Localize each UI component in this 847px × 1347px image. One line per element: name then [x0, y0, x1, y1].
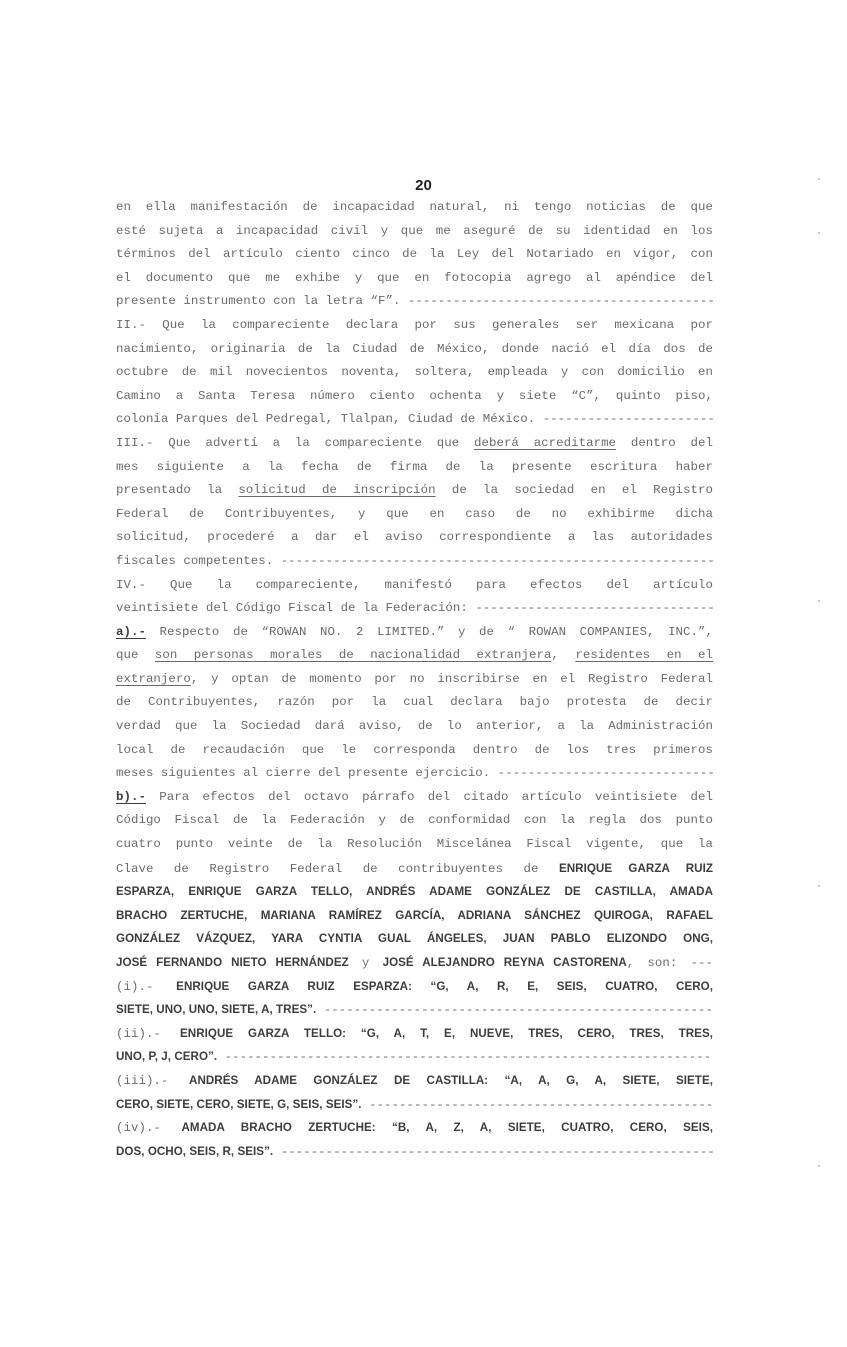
text-line [116, 550, 713, 574]
bold-name: BRACHO ZERTUCHE, MARIANA RAMÍREZ GARCÍA, ADRIANA SÁNCHEZ QUIROGA, RAFAEL [116, 908, 713, 922]
text-line [116, 1116, 713, 1140]
text-line [116, 857, 713, 881]
text-run: presente instrumento con la letra “F”. [116, 294, 401, 309]
clause-label: a).- [116, 624, 146, 639]
page-number: 20 [415, 177, 432, 194]
text-line [116, 432, 713, 456]
text-line [116, 1069, 713, 1093]
text-line: mes siguiente a la fecha de firma de la presente escritura haber [116, 459, 713, 474]
text-line: nacimiento, originaria de la Ciudad de México, donde nació el día dos de [116, 341, 713, 356]
text-line: IV.- Que la compareciente, manifestó para efectos del artículo [116, 577, 713, 592]
scan-speck [818, 1165, 820, 1167]
bold-name: ENRIQUE GARZA TELLO: “G, A, T, E, NUEVE, TRES, CERO, TRES, TRES, [179, 1026, 713, 1040]
underlined-text: residentes en el [575, 648, 713, 663]
text-line [116, 597, 713, 621]
text-line: verdad que la Sociedad dará aviso, de lo anterior, a la Administración [116, 719, 713, 734]
bold-name: ENRIQUE GARZA RUIZ ESPARZA: “G, A, R, E, SEIS, CUATRO, CERO, [176, 979, 713, 993]
text-line [116, 904, 713, 928]
text-line [116, 975, 713, 999]
text-line [116, 998, 713, 1022]
bold-name: GONZÁLEZ VÁZQUEZ, YARA CYNTIA GUAL ÁNGELES, JUAN PABLO ELIZONDO ONG, [116, 932, 713, 946]
text-run: Para efectos del octavo párrafo del citado artículo veintisiete del [145, 789, 713, 804]
text-line [116, 290, 713, 314]
text-run: meses siguientes al cierre del presente ejercicio. [116, 766, 491, 781]
text-line: Código Fiscal de la Federación y de conformidad con la regla dos punto [116, 813, 713, 828]
item-label: (i).- [116, 979, 177, 994]
text-run: fiscales competentes. [116, 553, 274, 568]
text-line [116, 927, 713, 951]
clause-label: b).- [116, 789, 146, 804]
scan-speck [818, 885, 820, 887]
text-run: Respecto de “ROWAN NO. 2 LIMITED.” y de “ ROWAN COMPANIES, INC.”, [145, 624, 713, 639]
text-line: solicitud, procederé a dar el aviso correspondiente a las autoridades [116, 530, 713, 545]
bold-name: SIETE, UNO, UNO, SIETE, A, TRES”. [116, 1003, 317, 1017]
notarial-text-body [116, 196, 713, 1163]
bold-name: JOSÉ FERNANDO NIETO HERNÁNDEZ [116, 956, 349, 969]
text-line: Camino a Santa Teresa número ciento ochenta y siete “C”, quinto piso, [116, 388, 713, 403]
text-line [116, 880, 713, 904]
text-line [116, 951, 713, 975]
text-line: octubre de mil novecientos noventa, soltera, empleada y con domicilio en [116, 365, 713, 380]
text-line [116, 668, 713, 692]
text-run: Clave de Registro Federal de contribuyentes de [116, 861, 559, 876]
bold-name: DOS, OCHO, SEIS, R, SEIS”. [116, 1144, 274, 1158]
item-label: (iv).- [116, 1121, 182, 1136]
text-line [116, 644, 713, 668]
text-run: colonia Parques del Pedregal, Tlalpan, Ciudad de México. [116, 412, 536, 427]
bold-name: UNO, P, J, CERO”. [116, 1050, 218, 1064]
scan-speck [818, 232, 820, 234]
bold-name: ENRIQUE GARZA RUIZ [558, 861, 713, 875]
text-line [116, 479, 713, 503]
item-label: (ii).- [116, 1026, 180, 1041]
text-run: que [116, 648, 155, 663]
text-run: , y optan de momento por no inscribirse en el Registro Federal [190, 671, 713, 686]
text-line: local de recaudación que le corresponda dentro de los tres primeros [116, 742, 713, 757]
text-line: II.- Que la compareciente declara por sus generales ser mexicana por [116, 317, 713, 332]
text-line: esté sujeta a incapacidad civil y que me aseguré de su identidad en los [116, 223, 713, 238]
underlined-text: extranjero [116, 671, 191, 686]
text-line [116, 1045, 713, 1069]
bold-name: ESPARZA, ENRIQUE GARZA TELLO, ANDRÉS ADAME GONZÁLEZ DE CASTILLA, AMADA [116, 885, 713, 899]
bold-name: JOSÉ ALEJANDRO REYNA CASTORENA [382, 956, 627, 969]
text-run: , [551, 648, 576, 663]
text-line [116, 408, 713, 432]
text-run: , son: --- [626, 956, 713, 970]
text-run: de la sociedad en el Registro [435, 483, 713, 498]
scan-speck [818, 178, 820, 180]
text-line: el documento que me exhibe y que en fotocopia agrego al apéndice del [116, 270, 713, 285]
text-line [116, 1140, 713, 1164]
text-line [116, 621, 713, 645]
text-line [116, 1022, 713, 1046]
bold-name: CERO, SIETE, CERO, SIETE, G, SEIS, SEIS”. [116, 1097, 362, 1111]
underlined-text: deberá acreditarme [474, 435, 617, 450]
text-run: veintisiete del Código Fiscal de la Federación: [116, 601, 468, 616]
text-line [116, 762, 713, 786]
text-line [116, 786, 713, 810]
text-line: de Contribuyentes, razón por la cual declara bajo protesta de decir [116, 695, 713, 710]
bold-name: ANDRÉS ADAME GONZÁLEZ DE CASTILLA: “A, A, G, A, SIETE, SIETE, [189, 1073, 713, 1087]
text-line: cuatro punto veinte de la Resolución Miscelánea Fiscal vigente, que la [116, 837, 713, 852]
underlined-text: solicitud de inscripción [238, 483, 436, 498]
text-run: presentado la [116, 483, 239, 498]
item-label: (iii).- [116, 1073, 190, 1088]
scan-speck [818, 600, 820, 602]
text-run: III.- Que advertí a la compareciente que [116, 435, 474, 450]
text-run: y [348, 956, 383, 970]
text-line: en ella manifestación de incapacidad natural, ni tengo noticias de que [116, 200, 713, 214]
underlined-text: son personas morales de nacionalidad extranjera [154, 648, 552, 663]
text-run: dentro del [616, 435, 713, 450]
bold-name: AMADA BRACHO ZERTUCHE: “B, A, Z, A, SIETE, CUATRO, CERO, SEIS, [181, 1121, 713, 1135]
text-line: Federal de Contribuyentes, y que en caso de no exhibirme dicha [116, 506, 713, 521]
text-line [116, 1093, 713, 1117]
text-line: términos del artículo ciento cinco de la Ley del Notariado en vigor, con [116, 247, 713, 262]
